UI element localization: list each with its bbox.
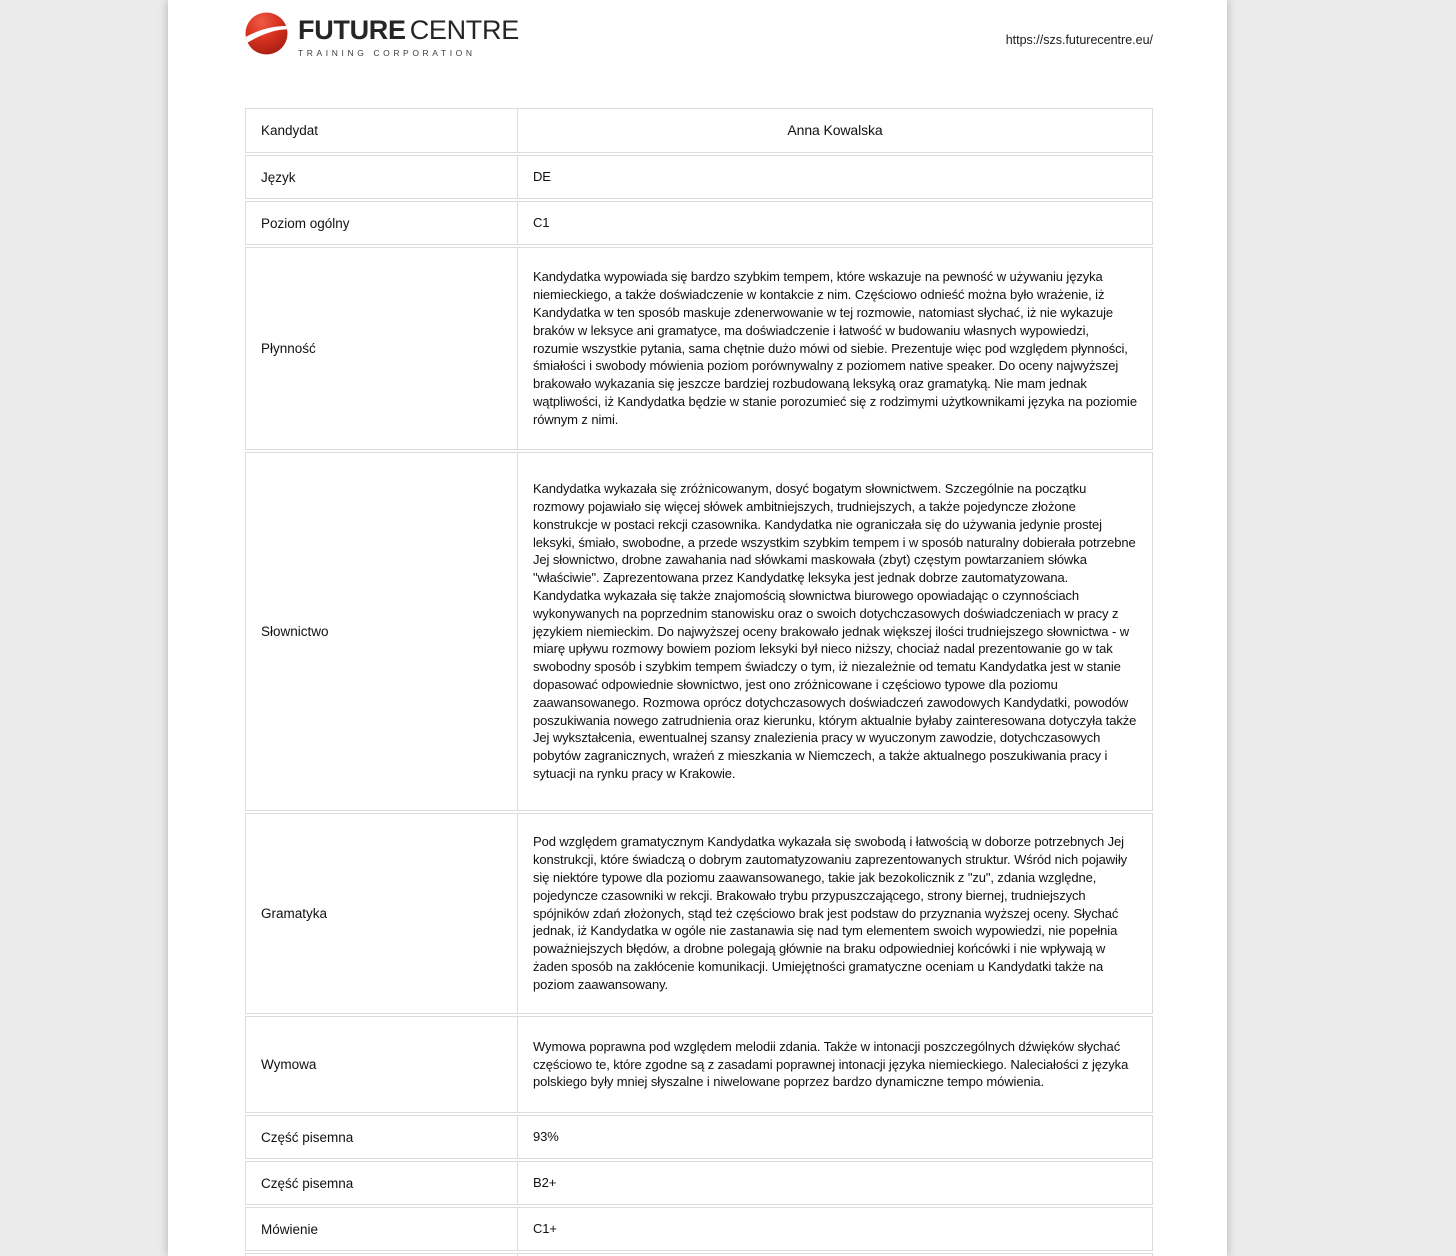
row-label: Poziom ogólny <box>246 202 518 244</box>
row-value-text: Kandydatka wypowiada się bardzo szybkim tempem, które wskazuje na pewność w używaniu języka niemieckiego, a także doświadczenie w kontakcie z nim. Częściowo odnieść można było wrażenie, iż Kandydatka w ten sposób maskuje zdenerwowanie w tej rozmowie, natomiast słychać, iż nie wykazuje braków w leksyce ani gramatyce, ma doświadczenie i łatwość w budowaniu własnych wypowiedzi, rozumie wszystkie pytania, sama chętnie dużo mówi od siebie. Prezentuje więc pod względem płynności, śmiałości i swobody mówienia poziom porównywalny z poziomem native speaker. Do oceny najwyższej brakowało wykazania się jeszcze bardziej rozbudowaną leksyką oraz gramatyką. Nie mam jednak wątpliwości, iż Kandydatka będzie w stanie porozumieć się z rodzimymi użytkownikami języka na poziomie równym z nimi. <box>533 269 1137 427</box>
row-value-text: Kandydatka wykazała się zróżnicowanym, dosyć bogatym słownictwem. Szczególnie na początku rozmowy pojawiało się więcej słówek ambitniejszych, trudniejszych, a także pojedyncze złożone konstrukcje w postaci rekcji czasownika. Kandydatka nie ograniczała się do używania jedynie prostej leksyki, śmiało, swobodne, a przede wszystkim szybkim tempem i w sposób naturalny dobierała potrzebne Jej słownictwo, drobne zawahania nad słówkami maskowała (zbyt) częstym powtarzaniem słówka "właściwie". Zaprezentowana przez Kandydatkę leksyka jest jednak dobrze zautomatyzowana. Kandydatka wykazała się także znajomością słownictwa biurowego opowiadając o czynnościach wykonywanych na poprzednim stanowisku oraz o swoich dotychczasowych doświadczeniach w pracy z językiem niemieckim. Do najwyższej oceny brakowało jednak większej ilości trudniejszego słownictwa - w miarę upływu rozmowy bowiem poziom leksyki był nieco niższy, chociaż nadal prezentowanie go w tak swobodny sposób i szybkim tempem świadczy o tym, iż niezależnie od tematu Kandydatka jest w stanie dopasować odpowiednie słownictwo, jest ono zróżnicowane i częściowo typowe dla poziomu zaawansowanego. Rozmowa oprócz dotychczasowych doświadczeń zawodowych Kandydatki, powodów poszukiwania nowego zatrudnienia oraz kierunku, którym aktualnie byłaby zainteresowana dotyczyła także Jej wykształcenia, ewentualnej szansy znalezienia pracy w wyuczonym zawodzie, dotychczasowych pobytów zagranicznych, wrażeń z mieszkania w Niemczech, a także aktualnego poszukiwania pracy i sytuacji na rynku pracy w Krakowie. <box>533 481 1137 781</box>
table-row <box>245 452 1153 811</box>
row-value-text: DE <box>533 169 551 185</box>
row-value-text: Wymowa poprawna pod względem melodii zdania. Także w intonacji poszczególnych dźwięków słychać częściowo te, które zgodne są z zasadami poprawnej intonacji języka niemieckiego. Naleciałości z języka polskiego były mniej słyszalne i niwelowane poprzez bardzo dynamiczne tempo mówienia. <box>533 1038 1129 1090</box>
row-value <box>518 1116 1152 1158</box>
logo-name <box>298 17 519 44</box>
row-value <box>518 109 1152 152</box>
row-label: Słownictwo <box>246 453 518 810</box>
row-value-text: C1+ <box>533 1221 557 1237</box>
document-header <box>168 0 1227 108</box>
row-value <box>518 1162 1152 1204</box>
table-row <box>245 1207 1153 1251</box>
row-value-text: 93% <box>533 1129 559 1145</box>
row-value <box>518 248 1152 449</box>
row-value <box>518 1017 1152 1112</box>
table-row <box>245 155 1153 199</box>
row-label: Część pisemna <box>246 1162 518 1204</box>
table-row <box>245 1115 1153 1159</box>
table-row <box>245 1016 1153 1113</box>
row-label: Część pisemna <box>246 1116 518 1158</box>
site-url: https://szs.futurecentre.eu/ <box>1005 33 1153 47</box>
row-label: Płynność <box>246 248 518 449</box>
table-row <box>245 813 1153 1014</box>
row-label: Język <box>246 156 518 198</box>
row-value-text: Anna Kowalska <box>787 121 883 138</box>
table-row <box>245 108 1153 153</box>
logo-word-centre: CENTRE <box>409 15 519 45</box>
table-row <box>245 201 1153 245</box>
row-value <box>518 202 1152 244</box>
document-page <box>168 0 1227 1256</box>
futurecentre-logo <box>245 12 519 58</box>
row-label: Wymowa <box>246 1017 518 1112</box>
logo-wordmark <box>298 12 519 58</box>
logo-tagline: TRAINING CORPORATION <box>298 48 476 58</box>
row-label: Kandydat <box>246 109 518 152</box>
logo-word-future: FUTURE <box>298 15 406 45</box>
row-value <box>518 453 1152 810</box>
row-label: Mówienie <box>246 1208 518 1250</box>
logo-sphere-icon <box>245 12 288 55</box>
row-value-text: C1 <box>533 215 550 231</box>
row-value <box>518 1208 1152 1250</box>
row-value <box>518 814 1152 1013</box>
table-row <box>245 247 1153 450</box>
row-value-text: Pod względem gramatycznym Kandydatka wykazała się swobodą i łatwością w doborze potrzebnych Jej konstrukcji, które świadczą o dobrym zautomatyzowaniu zaprezentowanych struktur. Wśród nich pojawiły się niektóre typowe dla poziomu zaawansowanego, takie jak bezokolicznik z "zu", zdania względne, pojedyncze czasowniki w rekcji. Brakowało trybu przypuszczającego, strony biernej, trudniejszych spójników zdań złożonych, stąd też częściowo brak jest podstaw do przyznania wyższej oceny. Słychać jednak, iż Kandydatka w ogóle nie zastanawia się nad tym elementem swoich wypowiedzi, nie popełnia poważniejszych błędów, a drobne polegają głównie na braku odpowiedniej końcówki i nie wpływają w żaden sposób na zakłócenie komunikacji. Umiejętności gramatyczne oceniam u Kandydatki także na poziom zaawansowany. <box>533 834 1128 992</box>
row-value <box>518 156 1152 198</box>
row-label: Gramatyka <box>246 814 518 1013</box>
row-value-text: B2+ <box>533 1175 557 1191</box>
table-row <box>245 1161 1153 1205</box>
assessment-table <box>245 108 1153 1256</box>
